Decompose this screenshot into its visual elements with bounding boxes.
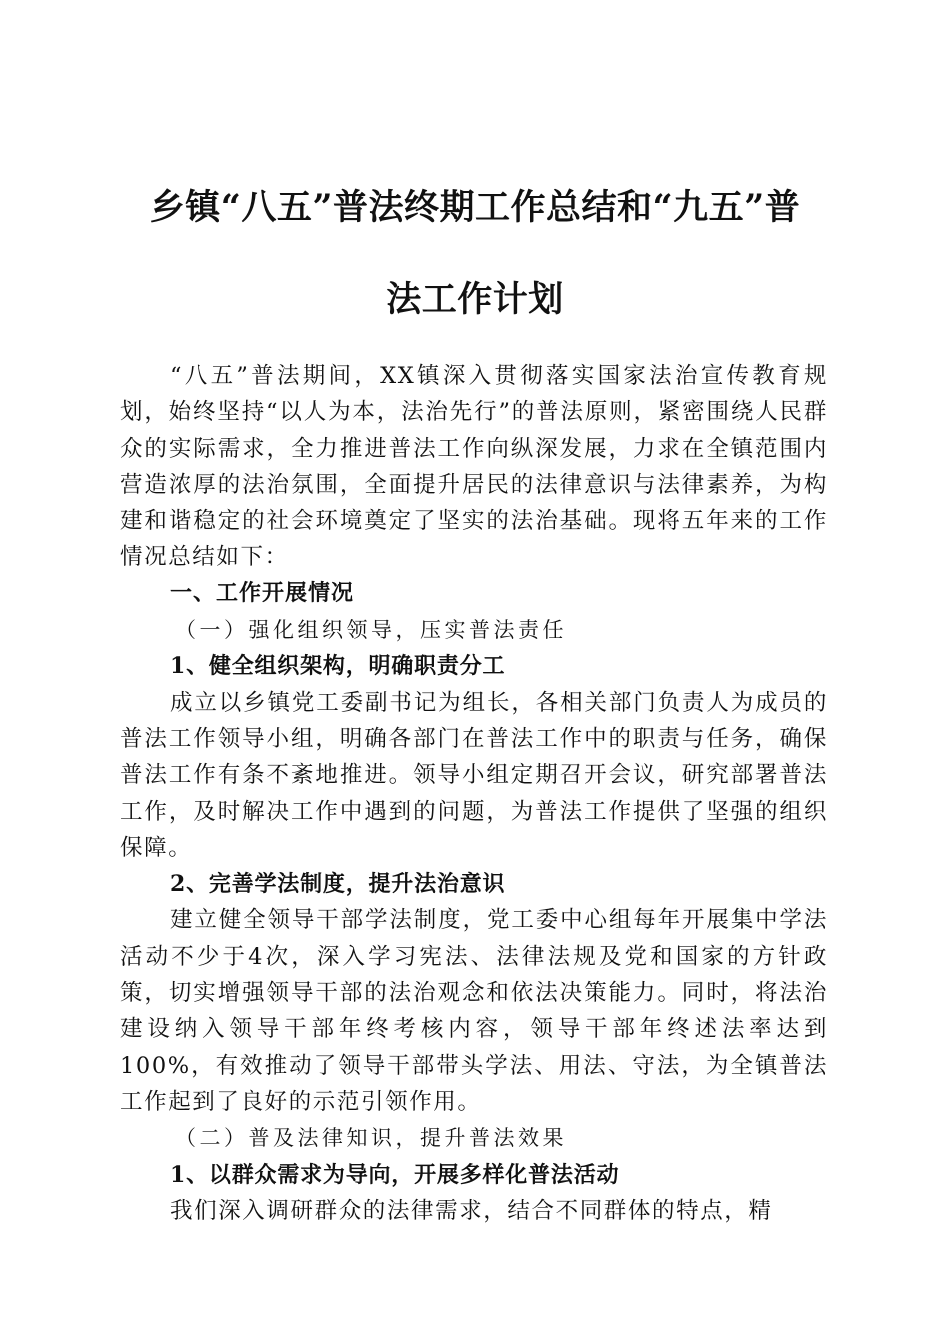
item-paragraph-2: 建立健全领导干部学法制度，党工委中心组每年开展集中学法活动不少于4次，深入学习宪法、法律法规及党和国家的方针政策，切实增强领导干部的法治观念和依法决策能力。同时，将法治建设纳入领导干部年终考核内容，领导干部年终述法率达到100%，有效推动了领导干部带头学法、用法、守法，为全镇普法工作起到了良好的示范引领作用。 (120, 907, 828, 1115)
subsection-heading-2: （二）普及法律知识，提升普法效果 (175, 1126, 567, 1151)
title-line-1: 乡镇“八五”普法终期工作总结和“九五”普 (149, 187, 801, 228)
intro-paragraph: “八五”普法期间，XX镇深入贯彻落实国家法治宣传教育规划，始终坚持“以人为本，法治先行”的普法原则，紧密围绕人民群众的实际需求，全力推进普法工作向纵深发展，力求在全镇范围内营造浓厚的法治氛围，全面提升居民的法律意识与法律素养，为构建和谐稳定的社会环境奠定了坚实的法治基础。现将五年来的工作情况总结如下： (120, 363, 828, 571)
item-heading-3: 1、以群众需求为导向，开展多样化普法活动 (170, 1161, 620, 1188)
subsection-heading-1: （一）强化组织领导，压实普法责任 (175, 618, 567, 643)
section-heading-1: 一、工作开展情况 (170, 580, 355, 606)
document-title (100, 162, 850, 346)
document-body (120, 358, 828, 1229)
item-paragraph-1: 成立以乡镇党工委副书记为组长，各相关部门负责人为成员的普法工作领导小组，明确各部门在普法工作中的职责与任务，确保普法工作有条不紊地推进。领导小组定期召开会议，研究部署普法工作，及时解决工作中遇到的问题，为普法工作提供了坚强的组织保障。 (120, 689, 828, 861)
item-paragraph-3: 我们深入调研群众的法律需求，结合不同群体的特点，精 (170, 1197, 773, 1224)
item-heading-2: 2、完善学法制度，提升法治意识 (170, 871, 506, 898)
title-line-2: 法工作计划 (386, 279, 564, 320)
item-heading-1: 1、健全组织架构，明确职责分工 (170, 653, 506, 680)
